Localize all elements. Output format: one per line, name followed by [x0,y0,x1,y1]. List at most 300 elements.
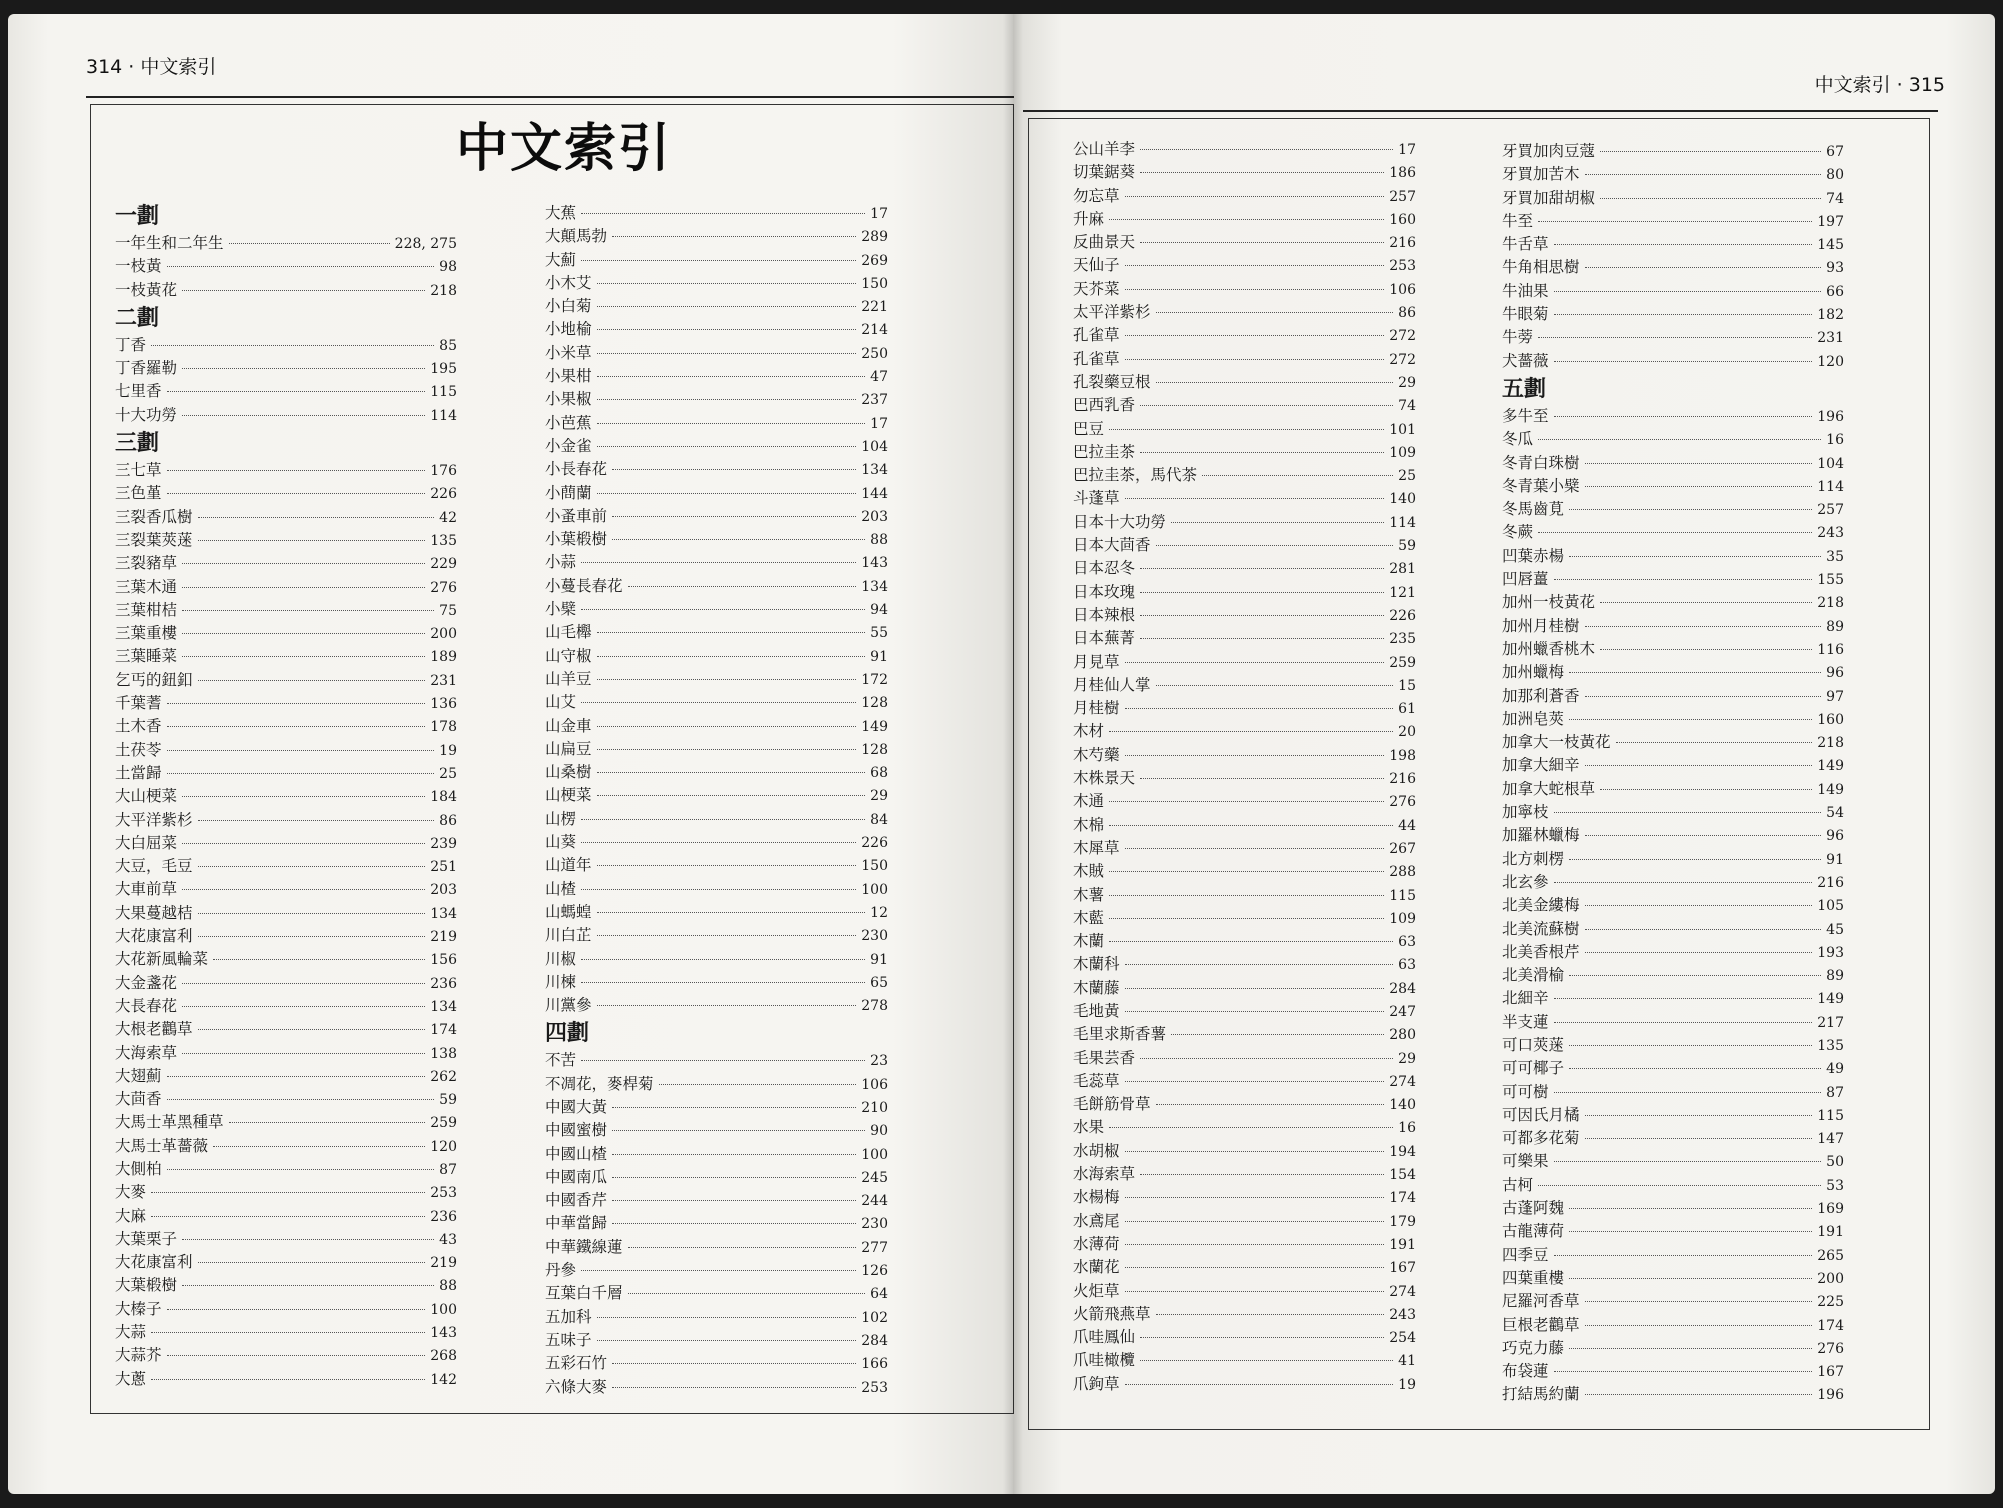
entry-page-number: 94 [870,602,888,619]
dot-leader [612,1130,865,1131]
dot-leader [581,562,856,563]
dot-leader [182,983,425,984]
entry-term: 山艾 [545,693,577,712]
entry-term: 小果柑 [545,367,592,386]
entry-page-number: 219 [430,929,457,946]
entry-page-number: 106 [1389,281,1416,298]
entry-page-number: 196 [1817,1387,1844,1404]
index-entry [115,1274,457,1297]
dot-leader [1554,1022,1813,1023]
index-entry [1502,163,1844,186]
entry-term: 半支蓮 [1502,1012,1549,1031]
entry-page-number: 189 [430,649,457,666]
index-entry [1073,324,1416,347]
entry-page-number: 160 [1817,711,1844,728]
dot-leader [182,1285,434,1286]
entry-page-number: 149 [861,718,888,735]
entry-term: 小蔄蘭 [545,483,592,502]
dot-leader [1585,1325,1813,1326]
entry-page-number: 91 [870,951,888,968]
index-entry [1502,754,1844,777]
entry-page-number: 100 [861,1146,888,1163]
dot-leader [1554,1255,1813,1256]
index-entry [1502,941,1844,964]
dot-leader [182,1053,425,1054]
index-entry [1502,1220,1844,1243]
entry-term: 七里香 [115,382,162,401]
entry-term: 大榛子 [115,1299,162,1318]
dot-leader [182,796,425,797]
entry-term: 山金車 [545,716,592,735]
dot-leader [581,889,856,890]
index-entry [545,1352,888,1375]
index-entry [1502,1057,1844,1080]
entry-page-number: 101 [1389,421,1416,438]
entry-page-number: 182 [1817,307,1844,324]
entry-term: 大翅薊 [115,1066,162,1085]
index-entry [545,924,888,947]
dot-leader [1109,731,1393,732]
entry-page-number: 29 [1398,374,1416,391]
entry-page-number: 217 [1817,1014,1844,1031]
entry-page-number: 167 [1817,1364,1844,1381]
dot-leader [167,1099,435,1100]
entry-page-number: 42 [439,509,457,526]
entry-term: 木薯 [1073,885,1105,904]
dot-leader [182,610,434,611]
dot-leader [612,1223,856,1224]
index-entry [545,1096,888,1119]
dot-leader [612,1107,856,1108]
index-entry [545,575,888,598]
entry-term: 水鳶尾 [1073,1211,1120,1230]
dot-leader [151,345,434,346]
index-entry [1073,418,1416,441]
dot-leader [612,516,856,517]
dot-leader [1140,1058,1393,1059]
entry-page-number: 216 [1389,771,1416,788]
dot-leader [1585,1301,1813,1302]
entry-page-number: 269 [861,252,888,269]
entry-page-number: 128 [861,741,888,758]
dot-leader [612,1363,856,1364]
entry-term: 十大功勞 [115,405,178,424]
index-entry [545,1306,888,1329]
entry-page-number: 115 [1389,887,1416,904]
entry-term: 大果蔓越桔 [115,903,193,922]
index-entry [115,1368,457,1391]
dot-leader [213,959,425,960]
entry-term: 水楊梅 [1073,1188,1120,1207]
entry-page-number: 135 [1817,1037,1844,1054]
entry-term: 加拿大細辛 [1502,756,1580,775]
index-entry [1073,860,1416,883]
index-entry [1502,452,1844,475]
dot-leader [1125,498,1385,499]
entry-term: 大海索草 [115,1043,178,1062]
dot-leader [1600,649,1812,650]
entry-page-number: 226 [861,835,888,852]
entry-term: 川楝 [545,972,577,991]
dot-leader [1585,463,1813,464]
index-entry [545,365,888,388]
entry-page-number: 136 [430,696,457,713]
entry-page-number: 63 [1398,934,1416,951]
entry-term: 古蓬阿魏 [1502,1199,1565,1218]
dot-leader [182,633,425,634]
entry-page-number: 143 [861,555,888,572]
dot-leader [1125,1267,1385,1268]
index-entry [545,761,888,784]
index-entry [545,435,888,458]
dot-leader [597,283,857,284]
dot-leader [1125,1197,1385,1198]
dot-leader [1140,568,1384,569]
dot-leader [1140,592,1384,593]
entry-term: 大馬士革黑種草 [115,1113,224,1132]
dot-leader [1125,988,1385,989]
entry-page-number: 281 [1389,561,1416,578]
index-entry [1502,1034,1844,1057]
entry-page-number: 219 [430,1255,457,1272]
index-entry [1073,604,1416,627]
entry-term: 水胡椒 [1073,1141,1120,1160]
index-entry [1073,697,1416,720]
dot-leader [198,913,426,914]
entry-page-number: 54 [1826,805,1844,822]
index-column-left-2 [545,202,888,1399]
index-entry [115,762,457,785]
index-entry [1502,615,1844,638]
entry-page-number: 174 [1389,1190,1416,1207]
entry-term: 太平洋紫杉 [1073,303,1151,322]
index-entry [1073,464,1416,487]
entry-term: 中國大黃 [545,1097,608,1116]
entry-page-number: 134 [861,462,888,479]
entry-term: 加州月桂樹 [1502,616,1580,635]
index-entry [1073,301,1416,324]
index-entry [545,225,888,248]
entry-term: 三色堇 [115,484,162,503]
index-entry [115,715,457,738]
entry-page-number: 120 [430,1138,457,1155]
entry-page-number: 91 [870,648,888,665]
entry-term: 五味子 [545,1330,592,1349]
entry-page-number: 244 [861,1193,888,1210]
index-entry [115,902,457,925]
index-entry [1502,1104,1844,1127]
dot-leader [1140,452,1384,453]
entry-page-number: 98 [439,259,457,276]
entry-term: 大蒜芥 [115,1346,162,1365]
index-entry [1073,1349,1416,1372]
dot-leader [1140,149,1393,150]
entry-page-number: 253 [1389,258,1416,275]
dot-leader [628,1293,866,1294]
index-entry [1073,977,1416,1000]
index-entry [115,1018,457,1041]
index-entry [115,972,457,995]
index-entry [545,482,888,505]
dot-leader [182,889,425,890]
entry-page-number: 231 [1817,330,1844,347]
dot-leader [581,213,865,214]
entry-term: 小金雀 [545,436,592,455]
entry-page-number: 229 [430,556,457,573]
dot-leader [1109,219,1384,220]
index-entry [1073,837,1416,860]
entry-page-number: 280 [1389,1027,1416,1044]
entry-term: 切葉鋸葵 [1073,163,1136,182]
entry-page-number: 114 [1817,478,1844,495]
entry-term: 三七草 [115,461,162,480]
entry-term: 五彩石竹 [545,1354,608,1373]
index-entry [115,404,457,427]
dot-leader [167,726,426,727]
entry-term: 大薊 [545,250,577,269]
dot-leader [1554,882,1813,883]
index-entry [545,738,888,761]
index-entry [1073,1163,1416,1186]
entry-page-number: 226 [430,486,457,503]
dot-leader [1140,172,1384,173]
entry-page-number: 154 [1389,1167,1416,1184]
index-entry [1073,1303,1416,1326]
right-header-rule [1023,110,1938,112]
index-entry [1502,824,1844,847]
entry-page-number: 236 [430,1208,457,1225]
index-entry [545,1329,888,1352]
index-entry [1073,1326,1416,1349]
entry-term: 北美流蘇樹 [1502,919,1580,938]
entry-page-number: 228, 275 [394,236,457,252]
entry-page-number: 135 [430,532,457,549]
index-entry [1502,187,1844,210]
index-entry [1073,674,1416,697]
entry-page-number: 268 [430,1348,457,1365]
entry-term: 大葉椴樹 [115,1276,178,1295]
entry-page-number: 288 [1389,864,1416,881]
index-entry [1073,1023,1416,1046]
entry-page-number: 155 [1817,572,1844,589]
dot-leader [1585,486,1813,487]
entry-page-number: 84 [870,811,888,828]
entry-term: 大葉栗子 [115,1229,178,1248]
entry-page-number: 25 [1398,468,1416,485]
entry-page-number: 29 [1398,1050,1416,1067]
entry-term: 三裂葉莢蒾 [115,530,193,549]
entry-page-number: 143 [430,1325,457,1342]
entry-term: 斗蓬草 [1073,489,1120,508]
index-entry [545,854,888,877]
entry-term: 大山梗菜 [115,787,178,806]
entry-term: 中華當歸 [545,1214,608,1233]
index-entry [1073,1140,1416,1163]
dot-leader [198,517,435,518]
dot-leader [167,750,435,751]
entry-page-number: 253 [861,1379,888,1396]
entry-page-number: 59 [439,1092,457,1109]
entry-page-number: 214 [861,322,888,339]
dot-leader [1600,789,1812,790]
dot-leader [628,586,857,587]
index-entry [545,691,888,714]
index-entry [545,1376,888,1399]
index-entry [115,855,457,878]
entry-term: 冬青白珠樹 [1502,453,1580,472]
index-column-left-1 [115,200,457,1391]
index-entry [115,552,457,575]
dot-leader [1585,1138,1813,1139]
index-entry [1073,627,1416,650]
index-entry [1073,1210,1416,1233]
entry-page-number: 272 [1389,351,1416,368]
entry-term: 小葉椴樹 [545,530,608,549]
dot-leader [659,1084,857,1085]
entry-term: 木蘭藤 [1073,978,1120,997]
page-title: 中文索引 [456,119,673,179]
dot-leader [1202,475,1393,476]
entry-page-number: 267 [1389,840,1416,857]
dot-leader [612,1177,856,1178]
index-entry [1502,894,1844,917]
index-entry [1502,280,1844,303]
dot-leader [167,493,426,494]
entry-page-number: 149 [1817,781,1844,798]
entry-term: 爪鉤草 [1073,1374,1120,1393]
index-entry [1073,1373,1416,1396]
index-entry [115,576,457,599]
entry-term: 小蒜 [545,553,577,572]
dot-leader [581,842,856,843]
entry-term: 爪哇鳳仙 [1073,1328,1136,1347]
entry-term: 北美金縷梅 [1502,896,1580,915]
entry-page-number: 243 [1389,1306,1416,1323]
dot-leader [1171,1034,1384,1035]
index-entry [1502,326,1844,349]
entry-page-number: 15 [1398,677,1416,694]
entry-page-number: 218 [430,282,457,299]
index-entry [1073,138,1416,161]
entry-term: 升麻 [1073,209,1105,228]
index-entry [1073,1000,1416,1023]
dot-leader [1569,1068,1821,1069]
entry-page-number: 138 [430,1045,457,1062]
entry-term: 加那利蒼香 [1502,686,1580,705]
index-entry [1502,498,1844,521]
index-entry [545,318,888,341]
entry-term: 互葉白千層 [545,1284,623,1303]
index-column-right-2 [1502,140,1844,1407]
entry-term: 山桑樹 [545,763,592,782]
index-entry [1502,1383,1844,1406]
dot-leader [198,1262,426,1263]
entry-term: 加拿大一枝黃花 [1502,733,1611,752]
index-entry [1502,350,1844,373]
index-entry [545,1073,888,1096]
index-entry [115,1111,457,1134]
entry-term: 小蔓長春花 [545,576,623,595]
dot-leader [1125,1151,1385,1152]
entry-term: 北美滑榆 [1502,966,1565,985]
dot-leader [198,680,426,681]
dot-leader [1554,416,1813,417]
index-entry [1073,1186,1416,1209]
entry-page-number: 63 [1398,957,1416,974]
entry-term: 孔裂藥豆根 [1073,372,1151,391]
dot-leader [612,1200,856,1201]
entry-term: 大茴香 [115,1090,162,1109]
dot-leader [597,376,866,377]
entry-page-number: 191 [1389,1236,1416,1253]
entry-term: 北方刺楞 [1502,849,1565,868]
entry-term: 牛油果 [1502,281,1549,300]
entry-term: 川椒 [545,949,577,968]
entry-page-number: 55 [870,625,888,642]
entry-term: 水蘭花 [1073,1258,1120,1277]
dot-leader [1585,626,1822,627]
index-entry [1502,1244,1844,1267]
dot-leader [612,469,856,470]
entry-term: 三葉柑桔 [115,600,178,619]
entry-page-number: 23 [870,1053,888,1070]
index-entry [1073,1256,1416,1279]
entry-page-number: 239 [430,835,457,852]
index-entry [115,1251,457,1274]
dot-leader [229,1122,426,1123]
dot-leader [167,1309,426,1310]
entry-page-number: 231 [430,672,457,689]
entry-term: 中國香芹 [545,1191,608,1210]
entry-term: 大蕉 [545,204,577,222]
dot-leader [182,415,425,416]
entry-term: 月桂樹 [1073,699,1120,718]
entry-term: 犬薔薇 [1502,351,1549,370]
entry-term: 凹葉赤楊 [1502,546,1565,565]
entry-page-number: 115 [430,384,457,401]
index-entry [115,1088,457,1111]
entry-page-number: 41 [1398,1353,1416,1370]
entry-page-number: 259 [1389,654,1416,671]
entry-term: 不苦 [545,1051,577,1070]
entry-term: 可可樹 [1502,1082,1549,1101]
entry-page-number: 74 [1826,190,1844,207]
index-entry [1502,568,1844,591]
entry-page-number: 106 [861,1076,888,1093]
entry-term: 木蘭 [1073,932,1105,951]
dot-leader [182,843,425,844]
entry-page-number: 88 [870,532,888,549]
entry-term: 五加科 [545,1307,592,1326]
entry-page-number: 243 [1817,525,1844,542]
index-entry [1073,1093,1416,1116]
dot-leader [1125,265,1385,266]
entry-page-number: 25 [439,765,457,782]
entry-term: 木藍 [1073,908,1105,927]
dot-leader [597,1317,857,1318]
index-entry [115,279,457,302]
entry-term: 山扁豆 [545,739,592,758]
dot-leader [628,1247,857,1248]
index-entry [545,621,888,644]
index-entry [1073,534,1416,557]
entry-page-number: 96 [1826,828,1844,845]
dot-leader [1538,221,1812,222]
dot-leader [1538,337,1812,338]
entry-term: 小白菊 [545,297,592,316]
entry-term: 木棉 [1073,815,1105,834]
entry-page-number: 253 [430,1185,457,1202]
